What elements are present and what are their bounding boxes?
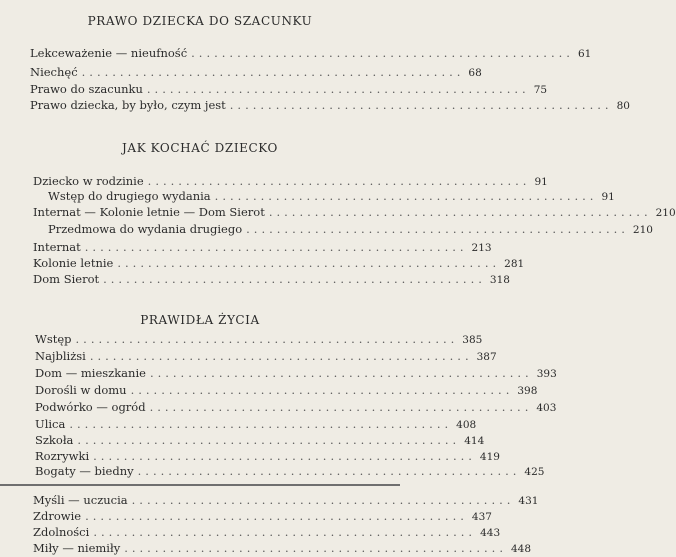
dot-leader: .................................................. [69, 417, 453, 431]
dot-leader: .................................................. [137, 464, 521, 478]
dot-leader: .................................................. [268, 205, 652, 219]
page-separator [0, 484, 400, 486]
entry-title: Internat [33, 240, 81, 254]
toc-entry [48, 222, 653, 237]
entry-title: Prawo do szacunku [30, 82, 143, 96]
toc-entry [35, 433, 485, 448]
entry-title: Zdrowie [33, 509, 82, 523]
entry-page: 210 [632, 224, 653, 236]
toc-entry [35, 366, 557, 381]
entry-page: 408 [456, 419, 477, 431]
entry-title: Miły — niemiły [33, 541, 121, 555]
entry-page: 210 [655, 207, 676, 219]
entry-title: Niechęć [30, 65, 78, 79]
toc-entry [33, 541, 532, 556]
dot-leader: .................................................. [84, 240, 468, 254]
entry-page: 213 [471, 242, 492, 254]
toc-entry [30, 98, 630, 113]
dot-leader: .................................................. [85, 509, 468, 523]
entry-page: 414 [464, 435, 485, 447]
entry-title: Najbliżsi [35, 349, 86, 363]
entry-title: Dom Sierot [33, 272, 100, 286]
toc-entry [35, 383, 538, 398]
entry-title: Kolonie letnie [33, 256, 114, 270]
entry-title: Zdolności [33, 525, 90, 539]
toc-entry [33, 525, 501, 540]
toc-entry [35, 449, 500, 464]
entry-title: Wstęp do drugiego wydania [48, 189, 211, 203]
entry-title: Przedmowa do wydania drugiego [48, 222, 243, 236]
entry-page: 61 [577, 48, 592, 60]
toc-entry [30, 46, 592, 61]
entry-page: 91 [534, 176, 548, 188]
entry-title: Myśli — uczucia [33, 493, 128, 507]
toc-entry [33, 272, 510, 287]
dot-leader: .................................................. [75, 332, 459, 346]
dot-leader: .................................................. [146, 82, 530, 96]
entry-page: 419 [479, 451, 500, 463]
entry-page: 443 [480, 527, 501, 539]
entry-title: Prawo dziecka, by było, czym jest [30, 98, 226, 112]
entry-title: Podwórko — ogród [35, 400, 146, 414]
toc-entry [33, 174, 548, 189]
entry-page: 281 [504, 258, 525, 270]
entry-title: Lekceważenie — nieufność [30, 46, 188, 60]
entry-page: 75 [533, 84, 548, 96]
toc-entry [33, 240, 492, 255]
dot-leader: .................................................. [229, 98, 613, 112]
dot-leader: .................................................. [131, 493, 515, 507]
dot-leader: .................................................. [147, 174, 531, 188]
toc-entry [48, 189, 615, 204]
section-heading: PRAWO DZIECKA DO SZACUNKU [87, 14, 313, 28]
entry-page: 437 [471, 511, 492, 523]
entry-page: 403 [536, 402, 557, 414]
entry-page: 318 [489, 274, 510, 286]
dot-leader: .................................................. [124, 541, 507, 555]
entry-page: 398 [517, 385, 538, 397]
entry-page: 91 [601, 191, 615, 203]
dot-leader: .................................................. [81, 65, 465, 79]
toc-entry [33, 205, 676, 220]
toc-entry [33, 256, 525, 271]
entry-title: Szkoła [35, 433, 74, 447]
entry-page: 448 [510, 543, 532, 555]
section-heading: PRAWIDŁA ŻYCIA [140, 313, 260, 327]
toc-entry [35, 417, 477, 432]
entry-title: Wstęp [35, 332, 72, 346]
dot-leader: .................................................. [191, 46, 574, 60]
toc-entry [33, 493, 539, 508]
entry-page: 68 [468, 67, 482, 79]
entry-title: Dom — mieszkanie [35, 366, 146, 380]
dot-leader: .................................................. [149, 400, 533, 414]
toc-entry [30, 65, 482, 80]
entry-page: 387 [476, 351, 497, 363]
entry-title: Dziecko w rodzinie [33, 174, 144, 188]
entry-page: 425 [524, 466, 545, 478]
entry-page: 431 [518, 495, 539, 507]
dot-leader: .................................................. [77, 433, 461, 447]
toc-entry [35, 349, 497, 364]
toc-entry [35, 400, 557, 415]
dot-leader: .................................................. [93, 449, 476, 463]
entry-title: Dorośli w domu [35, 383, 127, 397]
dot-leader: .................................................. [103, 272, 486, 286]
entry-title: Bogaty — biedny [35, 464, 134, 478]
dot-leader: .................................................. [246, 222, 629, 236]
dot-leader: .................................................. [214, 189, 598, 203]
toc-entry [33, 509, 492, 524]
toc-entry [35, 464, 545, 479]
toc-entry [35, 332, 483, 347]
dot-leader: .................................................. [117, 256, 501, 270]
entry-title: Rozrywki [35, 449, 90, 463]
entry-title: Internat — Kolonie letnie — Dom Sierot [33, 205, 265, 219]
dot-leader: .................................................. [93, 525, 477, 539]
entry-title: Ulica [35, 417, 66, 431]
toc-entry [30, 82, 548, 97]
entry-page: 385 [462, 334, 483, 346]
dot-leader: .................................................. [149, 366, 533, 380]
dot-leader: .................................................. [130, 383, 514, 397]
section-heading: JAK KOCHAĆ DZIECKO [122, 141, 278, 155]
entry-page: 80 [616, 100, 630, 112]
entry-page: 393 [536, 368, 557, 380]
dot-leader: .................................................. [89, 349, 473, 363]
